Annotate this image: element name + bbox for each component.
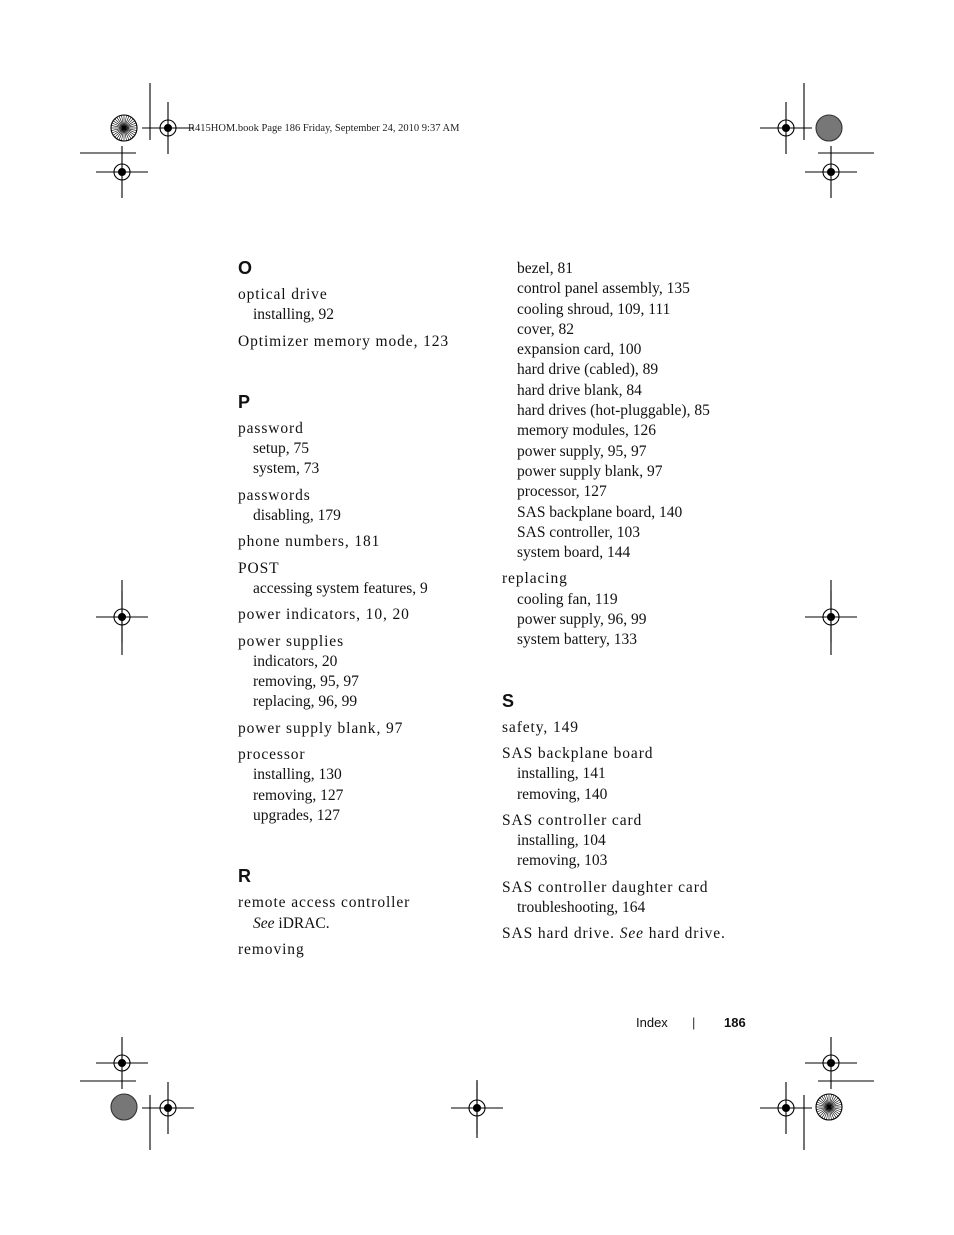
index-subterm: power supply, 96, 99 xyxy=(517,611,647,629)
index-entry xyxy=(502,744,752,805)
index-term: power indicators, 10, 20 xyxy=(238,606,410,624)
index-subterm: removing, 127 xyxy=(253,786,344,804)
index-subterm: SAS controller, 103 xyxy=(517,523,640,541)
index-subterm: setup, 75 xyxy=(253,440,309,458)
index-subterm: SAS backplane board, 140 xyxy=(517,503,683,521)
term-text: SAS hard drive. xyxy=(502,925,620,943)
index-right-column xyxy=(502,259,752,967)
index-entry-removing-continued xyxy=(502,259,752,563)
index-subterm: installing, 141 xyxy=(517,765,606,783)
index-entry xyxy=(238,532,488,552)
index-term: passwords xyxy=(238,486,311,504)
see-label: See xyxy=(253,914,275,932)
index-section-r xyxy=(238,864,488,960)
index-term: removing xyxy=(238,940,305,958)
index-entry xyxy=(238,719,488,739)
see-target: hard drive. xyxy=(643,925,726,943)
index-term: SAS controller card xyxy=(502,811,643,829)
crosshair-mark xyxy=(96,146,148,198)
index-subterm: hard drives (hot-pluggable), 85 xyxy=(517,402,710,420)
index-left-column xyxy=(238,256,488,982)
index-entry xyxy=(238,605,488,625)
index-subterm: replacing, 96, 99 xyxy=(253,693,358,711)
index-subterm: control panel assembly, 135 xyxy=(517,280,690,298)
index-subterm: removing, 103 xyxy=(517,852,608,870)
index-subterm: hard drive (cabled), 89 xyxy=(517,361,659,379)
see-target: iDRAC. xyxy=(278,914,330,932)
index-entry xyxy=(238,893,488,934)
index-term: SAS backplane board xyxy=(502,744,654,762)
section-letter-o: O xyxy=(238,258,253,278)
page-number: 186 xyxy=(724,1015,746,1030)
section-letter-r: R xyxy=(238,866,251,887)
index-subterm: installing, 92 xyxy=(253,306,334,324)
index-term: phone numbers, 181 xyxy=(238,533,381,551)
starburst-mark xyxy=(816,1094,842,1120)
index-entry xyxy=(238,940,488,960)
index-term: Optimizer memory mode, 123 xyxy=(238,332,450,350)
index-subterm: upgrades, 127 xyxy=(253,806,340,824)
see-label: See xyxy=(619,925,644,943)
index-term: password xyxy=(238,419,304,437)
index-subterm: expansion card, 100 xyxy=(517,341,642,359)
index-subterm: indicators, 20 xyxy=(253,652,338,670)
index-subterm: troubleshooting, 164 xyxy=(517,899,646,917)
index-subterm: removing, 95, 97 xyxy=(253,673,359,691)
index-entry xyxy=(502,811,752,872)
index-entry xyxy=(238,285,488,326)
section-letter-p: P xyxy=(238,391,251,412)
index-subterm: removing, 140 xyxy=(517,785,608,803)
footer-separator: | xyxy=(692,1015,696,1030)
index-subterm: bezel, 81 xyxy=(517,260,573,277)
index-term: power supply blank, 97 xyxy=(238,719,404,737)
index-entry xyxy=(238,332,488,352)
index-subterm: cooling fan, 119 xyxy=(517,590,618,608)
index-subterm: installing, 104 xyxy=(517,832,606,850)
index-entry xyxy=(502,924,752,944)
index-term-see xyxy=(502,924,752,944)
index-section-p xyxy=(238,390,488,826)
index-term: SAS controller daughter card xyxy=(502,878,709,896)
index-entry xyxy=(238,745,488,826)
starburst-mark xyxy=(111,115,137,141)
index-term: power supplies xyxy=(238,632,345,650)
grey-disc-mark xyxy=(111,1094,137,1120)
index-entry xyxy=(502,569,752,650)
index-term: optical drive xyxy=(238,286,328,303)
index-subterm: hard drive blank, 84 xyxy=(517,381,642,399)
index-subterm: cooling shroud, 109, 111 xyxy=(517,300,671,318)
index-entry xyxy=(238,559,488,600)
index-subterm: system board, 144 xyxy=(517,544,631,562)
index-entry xyxy=(238,419,488,480)
index-term: remote access controller xyxy=(238,894,411,912)
index-subterm: accessing system features, 9 xyxy=(253,579,428,597)
index-subterm: installing, 130 xyxy=(253,766,342,784)
index-subterm: system, 73 xyxy=(253,460,320,478)
index-subterm: cover, 82 xyxy=(517,320,575,338)
index-entry xyxy=(238,486,488,527)
index-entry xyxy=(502,878,752,919)
crosshair-mark xyxy=(805,146,857,198)
footer-label: Index xyxy=(636,1015,668,1030)
index-subterm: power supply, 95, 97 xyxy=(517,442,647,460)
index-subterm: memory modules, 126 xyxy=(517,422,657,440)
index-term: replacing xyxy=(502,570,568,588)
grey-disc-mark xyxy=(816,115,842,141)
index-section-o xyxy=(238,256,488,352)
index-section-s xyxy=(502,689,752,945)
index-entry xyxy=(238,632,488,713)
index-see-reference xyxy=(238,914,488,934)
index-subterm: processor, 127 xyxy=(517,483,607,501)
index-subterm: power supply blank, 97 xyxy=(517,462,663,480)
index-term: POST xyxy=(238,559,280,577)
print-header: R415HOM.book Page 186 Friday, September 24, 2010 9:37 AM xyxy=(188,123,460,134)
section-letter-s: S xyxy=(502,690,515,711)
index-entry xyxy=(502,718,752,738)
index-subterm: system battery, 133 xyxy=(517,631,637,649)
index-subterm: disabling, 179 xyxy=(253,507,341,525)
index-term: processor xyxy=(238,746,306,764)
index-term: safety, 149 xyxy=(502,718,579,736)
